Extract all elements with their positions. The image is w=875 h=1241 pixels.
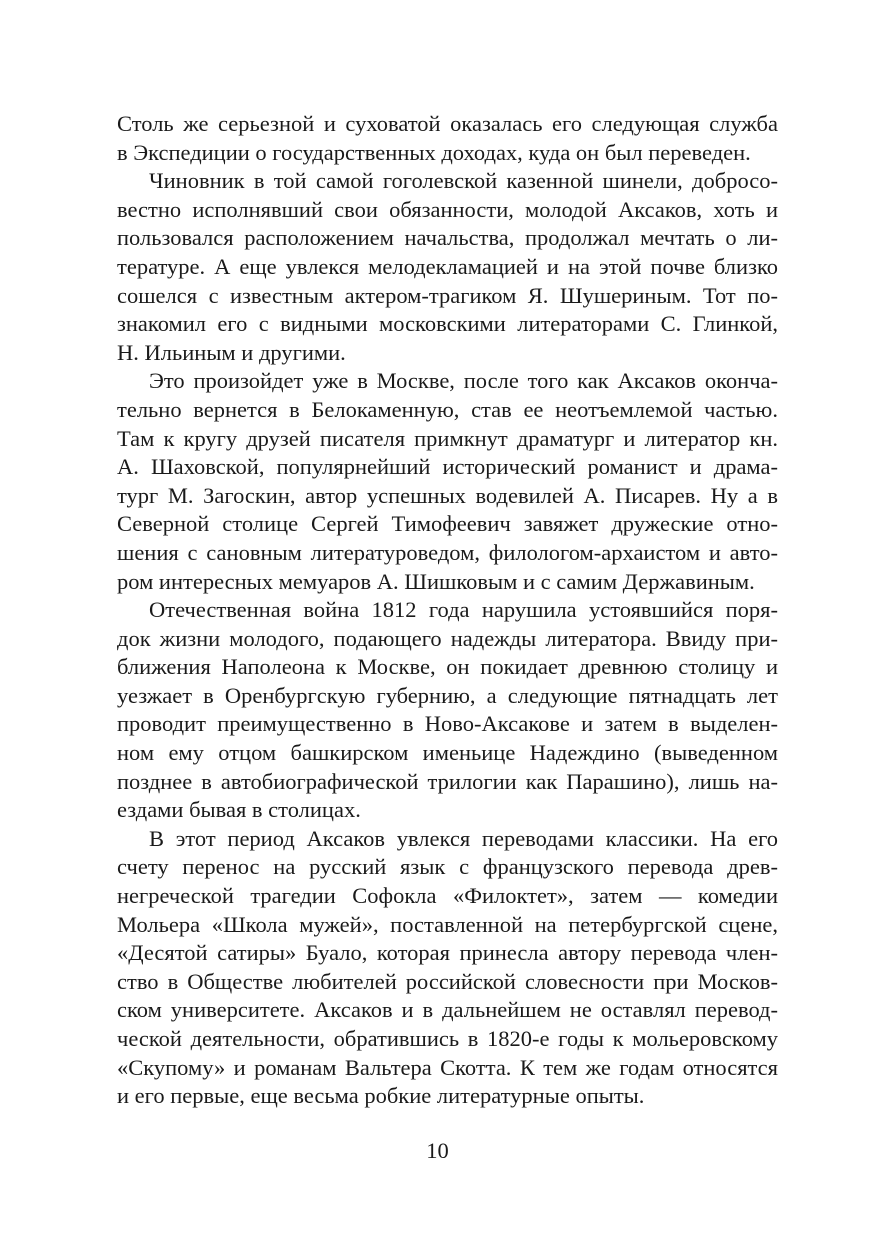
- text-line: Чиновник в той самой гоголевской казенной шинели, добросо-: [149, 168, 778, 194]
- text-line: ближения Наполеона к Москве, он покидает древнюю столицу и: [117, 654, 778, 680]
- text-line: негреческой трагедии Софокла «Филоктет», затем — комедии: [117, 883, 778, 909]
- text-line: пользовался расположением начальства, продолжал мечтать о ли-: [117, 225, 778, 251]
- text-line: ном ему отцом башкирском именьице Надеждино (выведенном: [117, 740, 778, 766]
- text-line: ство в Обществе любителей российской словесности при Москов-: [117, 968, 778, 994]
- text-line: Северной столице Сергей Тимофеевич завяжет дружеские отно-: [117, 511, 778, 537]
- paragraph-4: [117, 596, 778, 825]
- text-line: «Скупому» и романам Вальтера Скотта. К тем же годам относятся: [117, 1054, 778, 1080]
- text-line: ром интересных мемуаров А. Шишковым и с самим Державиным.: [117, 568, 755, 594]
- text-line: тельно вернется в Белокаменную, став ее неотъемлемой частью.: [117, 396, 778, 422]
- paragraph-2: [117, 167, 778, 367]
- text-line: ческой деятельности, обратившись в 1820-е годы к мольеровскому: [117, 1026, 778, 1051]
- text-line: сошелся с известным актером-трагиком Я. Шушериным. Тот по-: [117, 282, 778, 308]
- text-line: Мольера «Школа мужей», поставленной на петербургской сцене,: [117, 911, 778, 937]
- text-line: ском университете. Аксаков и в дальнейшем не оставлял перевод-: [117, 997, 778, 1023]
- text-line: Это произойдет уже в Москве, после того как Аксаков оконча-: [149, 368, 778, 394]
- text-line: А. Шаховской, популярнейший исторический романист и драма-: [117, 454, 778, 480]
- text-line: В этот период Аксаков увлекся переводами классики. На его: [149, 825, 778, 851]
- paragraph-3: [117, 367, 778, 596]
- text-line: тературе. А еще увлекся мелодекламацией и на этой почве близко: [117, 253, 778, 279]
- text-line: уезжает в Оренбургскую губернию, а следующие пятнадцать лет: [117, 682, 778, 708]
- page-body: [117, 110, 778, 1111]
- text-line: Столь же серьезной и суховатой оказалась его следующая служба: [117, 111, 778, 136]
- text-line: и его первые, еще весьма робкие литературные опыты.: [117, 1083, 645, 1109]
- text-line: тург М. Загоскин, автор успешных водевилей А. Писарев. Ну а в: [117, 482, 778, 508]
- text-line: в Экспедиции о государственных доходах, куда он был переведен.: [117, 139, 751, 165]
- text-line: ездами бывая в столицах.: [117, 797, 361, 823]
- text-line: Н. Ильиным и другими.: [117, 339, 346, 365]
- text-line: «Десятой сатиры» Буало, которая принесла автору перевода член-: [117, 940, 778, 966]
- paragraph-1: [117, 110, 778, 167]
- text-line: счету перенос на русский язык с французского перевода древ-: [117, 854, 778, 880]
- text-line: проводит преимущественно в Ново-Аксакове и затем в выделен-: [117, 711, 778, 737]
- text-line: Там к кругу друзей писателя примкнут драматург и литератор кн.: [117, 425, 778, 451]
- text-line: док жизни молодого, подающего надежды литератора. Ввиду при-: [117, 625, 778, 651]
- text-line: позднее в автобиографической трилогии как Парашино), лишь на-: [117, 768, 778, 794]
- paragraph-5: [117, 825, 778, 1111]
- page-number: 10: [426, 1138, 449, 1163]
- text-line: вестно исполнявший свои обязанности, молодой Аксаков, хоть и: [117, 196, 778, 222]
- text-line: знакомил его с видными московскими литераторами С. Глинкой,: [117, 311, 778, 337]
- text-line: Отечественная война 1812 года нарушила устоявшийся поря-: [149, 597, 778, 623]
- text-line: шения с сановным литературоведом, филологом-архаистом и авто-: [117, 539, 778, 565]
